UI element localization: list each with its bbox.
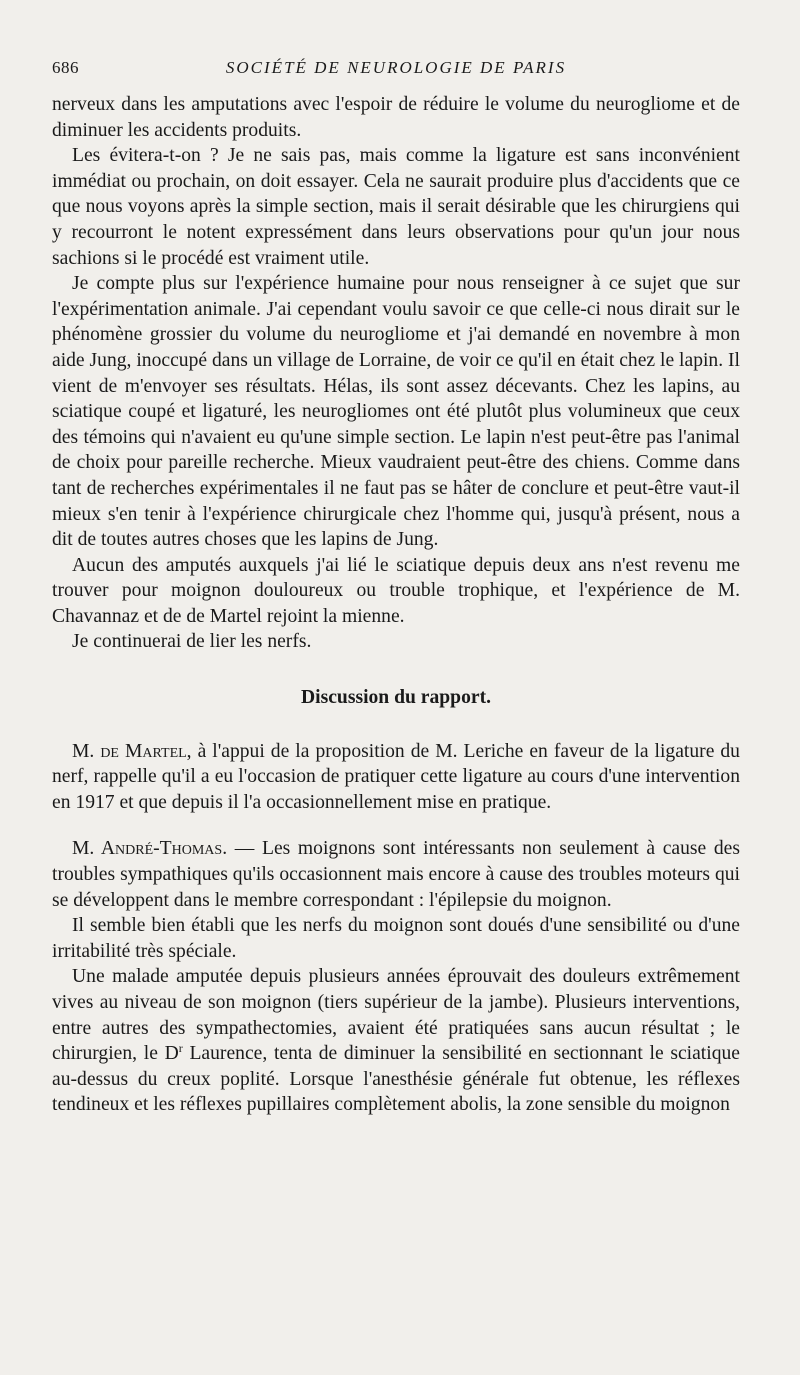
paragraph-text: Laurence, tenta de diminuer la sensibilité en sectionnant le sciatique au-dessus du creux poplité. Lorsque l'anesthésie générale fut obtenue, les réflexes tendineux et les réflexes pupillaires complètement abolis, la zone sensible du moignon [52,1043,740,1116]
page-header [52,58,740,86]
superscript: r [178,1041,183,1056]
speaker-text: à l'appui de la proposition de M. Leriche en faveur de la ligature du nerf, rappelle qu'il a eu l'occasion de pratiquer cette ligature au cours d'une intervention en 1917 et que depuis il l'a occasionnellement mise en pratique. [52,740,740,813]
running-title: SOCIÉTÉ DE NEUROLOGIE DE PARIS [225,58,567,77]
page-number: 686 [52,58,79,77]
paragraph-gap [52,815,740,836]
paragraph-continuation: nerveux dans les amputations avec l'espoir de réduire le volume du neurogliome et de diminuer les accidents produits. [52,94,740,141]
discussion-thomas [52,836,740,913]
paragraph [52,964,740,1118]
paragraph: Aucun des amputés auxquels j'ai lié le sciatique depuis deux ans n'est revenu me trouver pour moignon douloureux ou trouble trophique, et l'expérience de M. Chavannaz et de de Martel rejoint la mienne. [52,554,740,627]
paragraph: Je compte plus sur l'expérience humaine pour nous renseigner à ce sujet que sur l'expérimentation animale. J'ai cependant voulu savoir ce que celle-ci nous dirait sur le phénomène grossier du volume du neurogliome et j'ai demandé en novembre à mon aide Jung, inoccupé dans un village de Lorraine, de voir ce qu'il en était chez le lapin. Il vient de m'envoyer ses résultats. Hélas, ils sont assez décevants. Chez les lapins, au sciatique coupé et ligaturé, les neurogliomes ont été plutôt plus volumineux que ceux des témoins qui n'avaient eu qu'une simple section. Le lapin n'est peut-être pas l'animal de choix pour pareille recherche. Mieux vaudraient peut-être des chiens. Comme dans tant de recherches expérimentales il ne faut pas se hâter de conclure et peut-être vaut-il mieux s'en tenir à l'expérience chirurgicale chez l'homme qui, jusqu'à présent, nous a dit de toutes autres choses que les lapins de Jung. [52,273,740,551]
paragraph: Les évitera-t-on ? Je ne sais pas, mais comme la ligature est sans inconvénient immédiat ou prochain, on doit essayer. Cela ne saurait produire plus d'accidents que ce que nous voyons après la simple section, mais il serait désirable que les chirurgiens qui y recourront le notent expressément dans leurs observations pour qu'un jour nous sachions si le procédé est vraiment utile. [52,145,740,269]
paragraph: Je continuerai de lier les nerfs. [72,631,312,653]
speaker-name: M. de Martel, [72,740,192,762]
speaker-text: — Les moignons sont intéressants non seulement à cause des troubles sympathiques qu'ils occasionnent mais encore à cause des troubles moteurs qui se développent dans le membre correspondant : l'épilepsie du moignon. [52,838,740,911]
section-heading: Discussion du rapport. [301,687,491,709]
discussion-martel [52,739,740,816]
speaker-name: M. André-Thomas. [72,838,228,860]
paragraph-text: Une malade amputée depuis plusieurs années éprouvait des douleurs extrêmement vives au niveau de son moignon (tiers supérieur de la jambe). Plusieurs interventions, entre autres des sympathectomies, avaient été pratiquées sans aucun résultat ; le chirurgien, le D [52,966,740,1065]
page-body [52,92,740,1118]
paragraph: Il semble bien établi que les nerfs du moignon sont doués d'une sensibilité ou d'une irritabilité très spéciale. [52,915,740,962]
